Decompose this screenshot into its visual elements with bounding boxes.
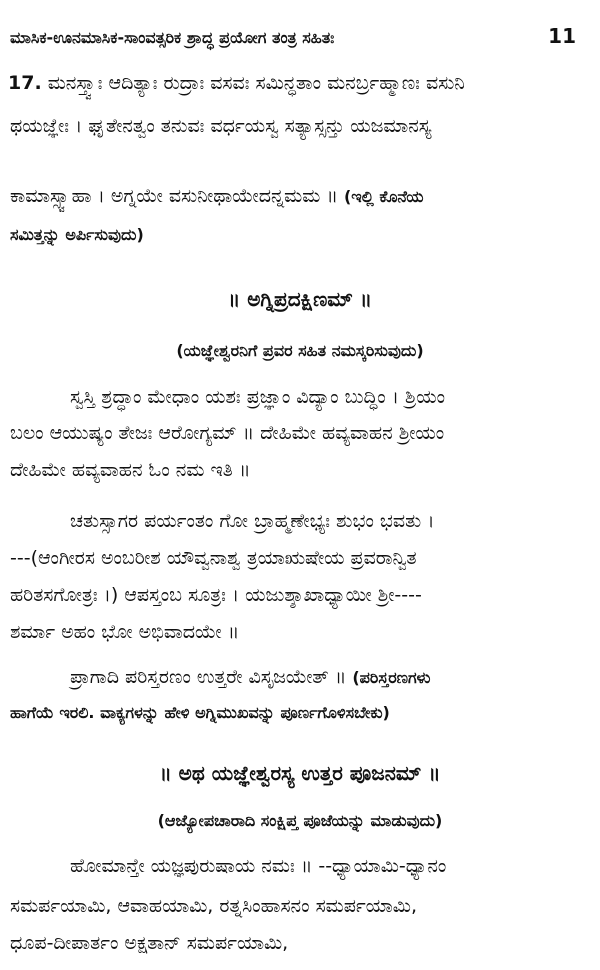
text-line: ಶರ್ಮಾ ಅಹಂ ಭೋ ಅಭಿವಾದಯೇ ॥ — [10, 621, 240, 643]
text-line: ಸ್ವಸ್ತಿ ಶ್ರದ್ಧಾಂ ಮೇಧಾಂ ಯಶಃ ಪ್ರಜ್ಞಾಂ ವಿದ್ಯಾಂ ಬುದ್ಧಿಂ । ಶ್ರಿಯಂ — [70, 386, 446, 408]
text-line: ---(ಆಂಗೀರಸ ಅಂಬರೀಶ ಯೌವ್ವನಾಶ್ವ ತ್ರಯಾಋಷೇಯ ಪ್ರವರಾನ್ವಿತ — [10, 547, 417, 569]
page-number: 11 — [548, 24, 576, 48]
text-line: ದೇಹಿಮೇ ಹವ್ಯವಾಹನ ಓಂ ನಮ ಇತಿ ॥ — [10, 459, 251, 481]
verse-17-line-2: ಥಯಜ್ಞೇಃ । ಘೃತೇನತ್ವಂ ತನುವಃ ವರ್ಧಯಸ್ವ ಸತ್ಯಾಸ್ಸನ್ತು ಯಜಮಾನಸ್ಯ — [10, 115, 432, 137]
instruction-note: (ಪರಿಸ್ತರಣಗಳು — [352, 668, 431, 687]
text-line: ಚತುಸ್ಸಾಗರ ಪರ್ಯಂತಂ ಗೋ ಬ್ರಾಹ್ಮಣೇಭ್ಯಃ ಶುಭಂ ಭವತು । — [70, 510, 435, 532]
verse-17-note-line: ಸಮಿತ್ತನ್ನು ಅರ್ಪಿಸುವುದು) — [10, 225, 144, 244]
section-title-agni-pradakshinam: ॥ ಅಗ್ನಿಪ್ರದಕ್ಷಿಣಮ್ ॥ — [228, 287, 372, 311]
text-line: ಹರಿತಸಗೋತ್ರಃ ।) ಆಪಸ್ತಂಬ ಸೂತ್ರಃ । ಯಜುಶ್ಶಾಖಾಧ್ಯಾಯೀ ಶ್ರೀ---- — [10, 584, 422, 606]
verse-17-line-1: 17. ಮನಸ್ತ್ವಾಃ ಆದಿತ್ಯಾಃ ರುದ್ರಾಃ ವಸವಃ ಸಮಿನ್ಧತಾಂ ಮನರ್ಬ್ರಹ್ಮಾಣಃ ವಸುನಿ — [8, 72, 465, 94]
section-title-uttara-pujanam: ॥ ಅಥ ಯಜ್ಞೇಶ್ವರಸ್ಯ ಉತ್ತರ ಪೂಜನಮ್ ॥ — [159, 761, 441, 785]
text-line: ಪ್ರಾಗಾದಿ ಪರಿಸ್ತರಣಂ ಉತ್ತರೇ ವಿಸೃಜಯೇತ್ ॥ (ಪರಿಸ್ತರಣಗಳು — [70, 666, 431, 688]
running-title: ಮಾಸಿಕ-ಊನಮಾಸಿಕ-ಸಾಂವತ್ಸರಿಕ ಶ್ರಾದ್ಧ ಪ್ರಯೋಗ ತಂತ್ರ ಸಹಿತಃ — [10, 28, 335, 47]
text-line: ಹೋಮಾನ್ತೇ ಯಜ್ಞಪುರುಷಾಯ ನಮಃ ॥ --ಧ್ಯಾಯಾಮಿ-ಧ್ಯಾನಂ — [70, 855, 447, 877]
verse-number: 17. — [8, 72, 42, 94]
section-subtitle: (ಆಜ್ಯೋಪಚಾರಾದಿ ಸಂಕ್ಷಿಪ್ತ ಪೂಜೆಯನ್ನು ಮಾಡುವುದು) — [157, 811, 443, 830]
text-line: ಧೂಪ-ದೀಪಾರ್ತಂ ಅಕ್ಷತಾನ್ ಸಮರ್ಪಯಾಮಿ, — [10, 932, 289, 954]
text-line: ಬಲಂ ಆಯುಷ್ಯಂ ತೇಜಃ ಆರೋಗ್ಯಮ್ ॥ ದೇಹಿಮೇ ಹವ್ಯವಾಹನ ಶ್ರೀಯಂ — [10, 422, 445, 444]
text-line: ಸಮರ್ಪಯಾಮಿ, ಆವಾಹಯಾಮಿ, ರತ್ನಸಿಂಹಾಸನಂ ಸಮರ್ಪಯಾಮಿ, — [10, 895, 418, 917]
page-header — [10, 24, 590, 52]
instruction-note-line: ಹಾಗೆಯೆ ಇರಲಿ. ವಾಕ್ಯಗಳನ್ನು ಹೇಳಿ ಅಗ್ನಿಮುಖವನ್ನು ಪೂರ್ಣಗೊಳಿಸಬೇಕು) — [10, 703, 390, 722]
verse-17-line-3: ಕಾಮಾಸ್ಸ್ವಾಹಾ । ಅಗ್ನಯೇ ವಸುನೀಥಾಯೇದನ್ನಮಮ ॥ (ಇಲ್ಲಿ ಕೊನೆಯ — [10, 185, 424, 207]
instruction-note: (ಇಲ್ಲಿ ಕೊನೆಯ — [343, 187, 424, 206]
section-subtitle: (ಯಜ್ಞೇಶ್ವರನಿಗೆ ಪ್ರವರ ಸಹಿತ ನಮಸ್ಕರಿಸುವುದು) — [176, 341, 424, 360]
